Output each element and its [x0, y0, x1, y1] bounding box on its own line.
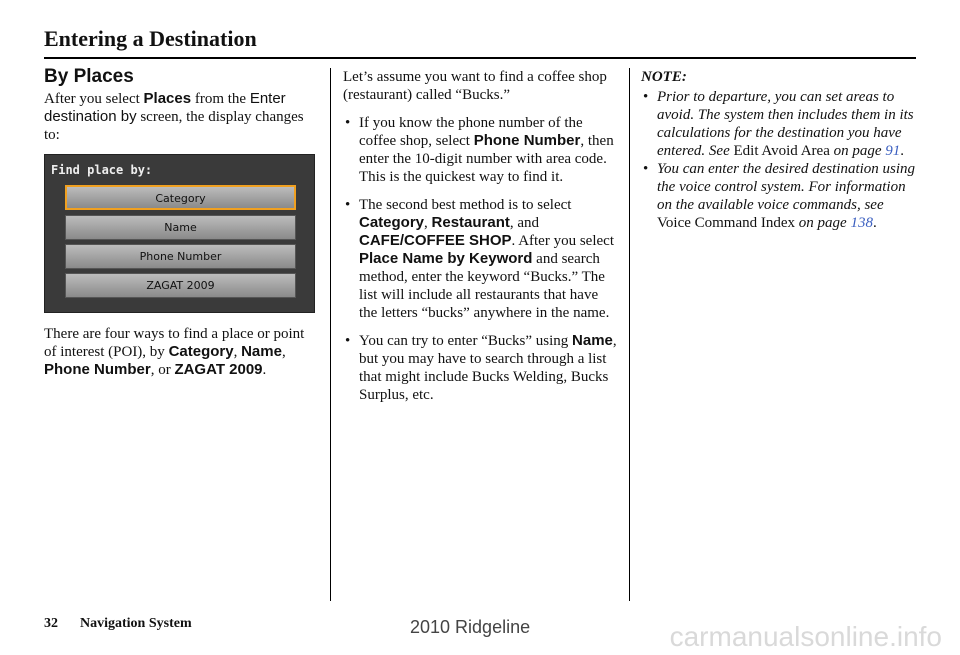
- find-place-screenshot: [44, 154, 315, 313]
- page-link-91[interactable]: 91: [885, 143, 901, 159]
- column-1: [44, 68, 316, 389]
- column-divider: [330, 68, 331, 601]
- text: , then enter the 10-digit number with area code. This is the quickest way to find it.: [359, 133, 614, 185]
- term-phone: Phone Number: [44, 361, 151, 378]
- column-divider: [629, 68, 630, 601]
- term-places: Places: [143, 90, 192, 107]
- term-phone: Phone Number: [473, 132, 581, 149]
- text: on page: [829, 143, 886, 159]
- text: The second best method is to select: [359, 197, 572, 213]
- text: .: [872, 215, 877, 231]
- text: ,: [233, 344, 242, 360]
- term-category: Category: [168, 343, 234, 360]
- ref-voice-command-index: Voice Command Index: [657, 215, 796, 231]
- text: on page: [795, 215, 851, 231]
- section-heading: By Places: [44, 66, 134, 87]
- term-category: Category: [359, 214, 425, 231]
- term-name: Name: [572, 332, 613, 349]
- name-button[interactable]: Name: [65, 215, 296, 240]
- text: .: [900, 143, 905, 159]
- footer-label: Navigation System: [80, 616, 192, 631]
- term-place-name-keyword: Place Name by Keyword: [359, 250, 533, 267]
- text: You can try to enter “Bucks” using: [359, 333, 573, 349]
- note-item: [641, 88, 921, 160]
- phone-number-button[interactable]: Phone Number: [65, 244, 296, 269]
- text: You can enter the desired destination using the voice control system. For information on the available voice commands, see: [657, 161, 916, 213]
- bullet-list: [343, 114, 618, 404]
- text: ,: [424, 215, 432, 231]
- text: from the: [191, 91, 250, 107]
- model-label: 2010 Ridgeline: [410, 617, 531, 637]
- page-number: 32: [44, 616, 58, 631]
- ways-paragraph: [44, 325, 316, 379]
- term-name: Name: [241, 343, 282, 360]
- text: , and: [509, 215, 540, 231]
- ref-edit-avoid-area: Edit Avoid Area: [733, 143, 830, 159]
- text: ,: [281, 344, 286, 360]
- text: Prior to departure, you can set areas to avoid. The system then includes them in its calculations for the destination you have entered. See: [657, 89, 914, 159]
- term-screen: Enter destination by: [44, 90, 286, 125]
- term-restaurant: Restaurant: [431, 214, 510, 231]
- intro-paragraph: [44, 90, 316, 144]
- text: , or: [150, 362, 175, 378]
- list-item: [343, 332, 618, 404]
- header-rule: [44, 57, 916, 59]
- text: , but you may have to search through a list that might include Bucks Welding, Bucks Surplus, etc.: [359, 333, 617, 403]
- list-item: [343, 114, 618, 186]
- term-zagat: ZAGAT 2009: [174, 361, 263, 378]
- term-cafe: CAFE/COFFEE SHOP: [359, 232, 512, 249]
- zagat-button[interactable]: ZAGAT 2009: [65, 273, 296, 298]
- screen-title: Find place by:: [51, 163, 153, 177]
- text: If you know the phone number of the coffee shop, select: [359, 115, 583, 149]
- text: .: [262, 362, 267, 378]
- text: . After you select: [511, 233, 614, 249]
- text: and search method, enter the keyword “Bucks.” The list will include all restaurants that have the letters “bucks” anywhere in the name.: [359, 251, 610, 321]
- column-2: [343, 68, 618, 414]
- page-link-138[interactable]: 138: [850, 215, 873, 231]
- list-item: [343, 196, 618, 322]
- note-item: [641, 160, 921, 232]
- intro-paragraph: Let’s assume you want to find a coffee shop (restaurant) called “Bucks.”: [343, 69, 607, 103]
- text: After you select: [44, 91, 144, 107]
- text: There are four ways to find a place or point of interest (POI), by: [44, 326, 305, 360]
- column-3: [641, 68, 921, 232]
- note-title: NOTE:: [641, 69, 687, 85]
- note-list: [641, 88, 921, 232]
- category-button[interactable]: Category: [65, 185, 296, 210]
- watermark: carmanualsonline.info: [669, 621, 942, 652]
- page-title: Entering a Destination: [44, 26, 257, 51]
- text: screen, the display changes to:: [44, 109, 304, 143]
